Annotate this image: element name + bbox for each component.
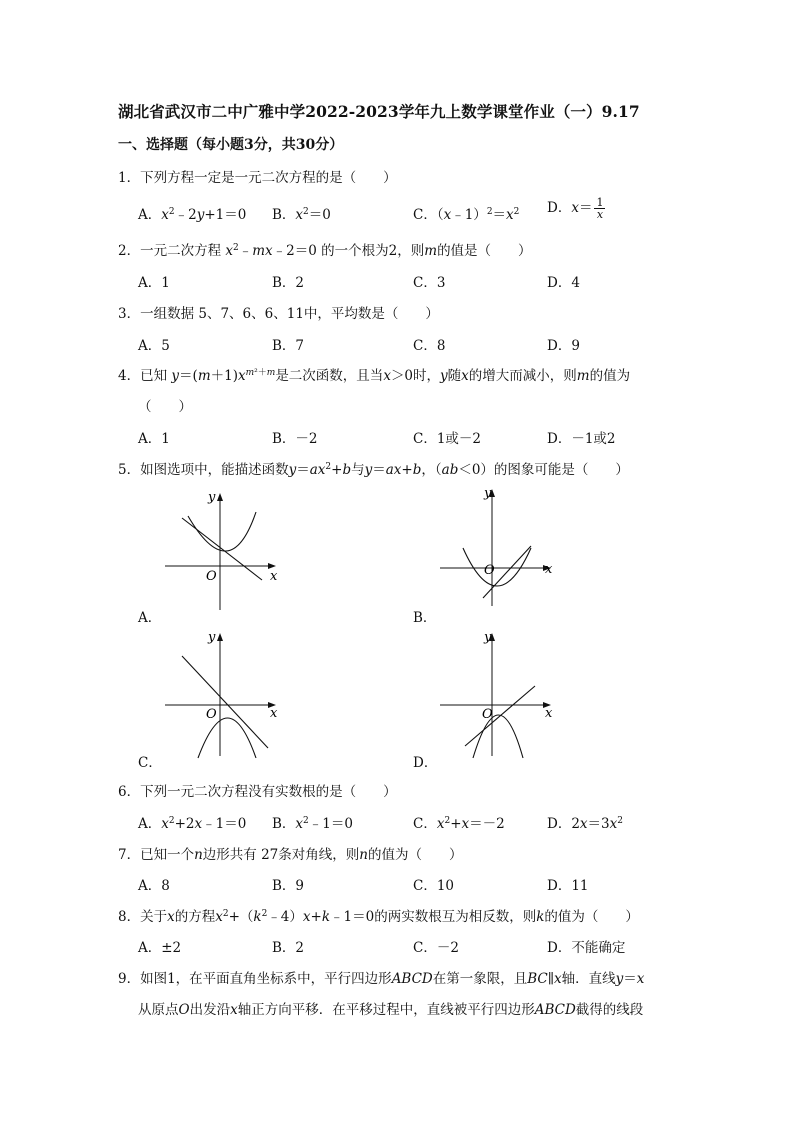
x-axis-label: x [545,706,553,721]
question-6-option-c: C．$x^2+x=-2$ [413,816,505,832]
question-3-option-a: A．5 [138,338,170,354]
graph-option-b [435,484,560,609]
question-8-option-c: C．－2 [413,940,459,956]
question-7-option-c: C．10 [413,878,455,894]
question-6-option-b: B．$x^2﹣1=0$ [272,816,353,832]
x-axis-label: x [545,562,553,577]
question-1-option-d: D．x＝ $\frac{1}{x}$ [547,196,604,221]
section-heading: 一、选择题（每小题3分，共30分） [118,137,344,153]
question-4-answer-paren: （ ） [138,399,192,415]
question-3-option-b: B．7 [272,338,305,354]
question-8-option-b: B．2 [272,940,305,956]
graph-a-label: A． [138,610,162,626]
question-7-option-d: D．11 [547,878,589,894]
question-5-stem: 5．如图选项中，能描述函数$y=ax^2+b$与y＝ax+b，（ab＜0）的图象可能是（ ） [118,462,629,478]
origin-label: O [482,707,493,722]
question-9-line-1: 9．如图1，在平面直角坐标系中，平行四边形ABCD在第一象限，且BC∥x轴．直线y＝x [118,971,645,987]
question-8-option-a: A．±2 [138,940,182,956]
question-4-option-b: B．－2 [272,431,318,447]
y-axis-label: y [208,630,216,645]
graph-option-d [435,628,560,758]
question-7-stem: 7．已知一个n边形共有 27条对角线，则n的值为（ ） [118,847,463,863]
question-1-stem: 1．下列方程一定是一元二次方程的是（ ） [118,170,397,186]
question-9-line-2: 从原点O出发沿x轴正方向平移．在平移过程中，直线被平行四边形ABCD截得的线段 [138,1002,644,1018]
question-2-option-a: A．1 [138,275,170,291]
question-1-option-b: B．$x^2=0$ [272,207,331,223]
origin-label: O [206,707,217,722]
question-2-option-b: B．2 [272,275,305,291]
question-2-option-c: C．3 [413,275,446,291]
question-2-option-d: D．4 [547,275,580,291]
question-3-stem: 3．一组数据 5、7、6、6、11中，平均数是（ ） [118,306,439,322]
y-axis-label: y [484,630,492,645]
question-1-option-a: A．$x^2﹣2y+1=0$ [138,207,247,223]
origin-label: O [484,563,495,578]
graph-c-label: C． [138,755,162,771]
question-7-option-b: B．9 [272,878,305,894]
question-4-option-a: A．1 [138,431,170,447]
graph-option-a [160,488,290,613]
x-axis-label: x [270,706,278,721]
page-title: 湖北省武汉市二中广雅中学2022-2023学年九上数学课堂作业（一）9.17 [118,102,640,121]
question-8-stem: 8．关于x的方程$x^2+(k^2﹣4)x+k﹣1=0$的两实数根互为相反数，则k的值为（ ） [118,909,639,925]
graph-option-c [160,628,290,758]
question-1-option-c: C．$(x﹣1)^2=x^2$ [413,207,520,223]
question-6-stem: 6．下列一元二次方程没有实数根的是（ ） [118,784,397,800]
graph-b-label: B． [413,610,437,626]
question-3-option-d: D．9 [547,338,580,354]
question-4-stem: 4．已知 $y=(m+1)x^{m^2+m}$是二次函数，且当x＞0时，y随x的增大而减小，则m的值为 [118,368,631,384]
question-8-option-d: D．不能确定 [547,940,626,956]
question-4-option-c: C．1或－2 [413,431,482,447]
graph-d-label: D． [413,755,438,771]
y-axis-label: y [484,486,492,501]
question-4-option-d: D．－1或2 [547,431,616,447]
question-6-option-a: A．$x^2+2x﹣1=0$ [138,816,247,832]
x-axis-label: x [270,569,278,584]
question-7-option-a: A．8 [138,878,170,894]
question-3-option-c: C．8 [413,338,446,354]
origin-label: O [206,569,217,584]
y-axis-label: y [208,490,216,505]
question-2-stem: 2．一元二次方程 $x^2﹣mx﹣2=0$ 的一个根为2，则m的值是（ ） [118,243,532,259]
question-6-option-d: D．$2x=3x^2$ [547,816,623,832]
